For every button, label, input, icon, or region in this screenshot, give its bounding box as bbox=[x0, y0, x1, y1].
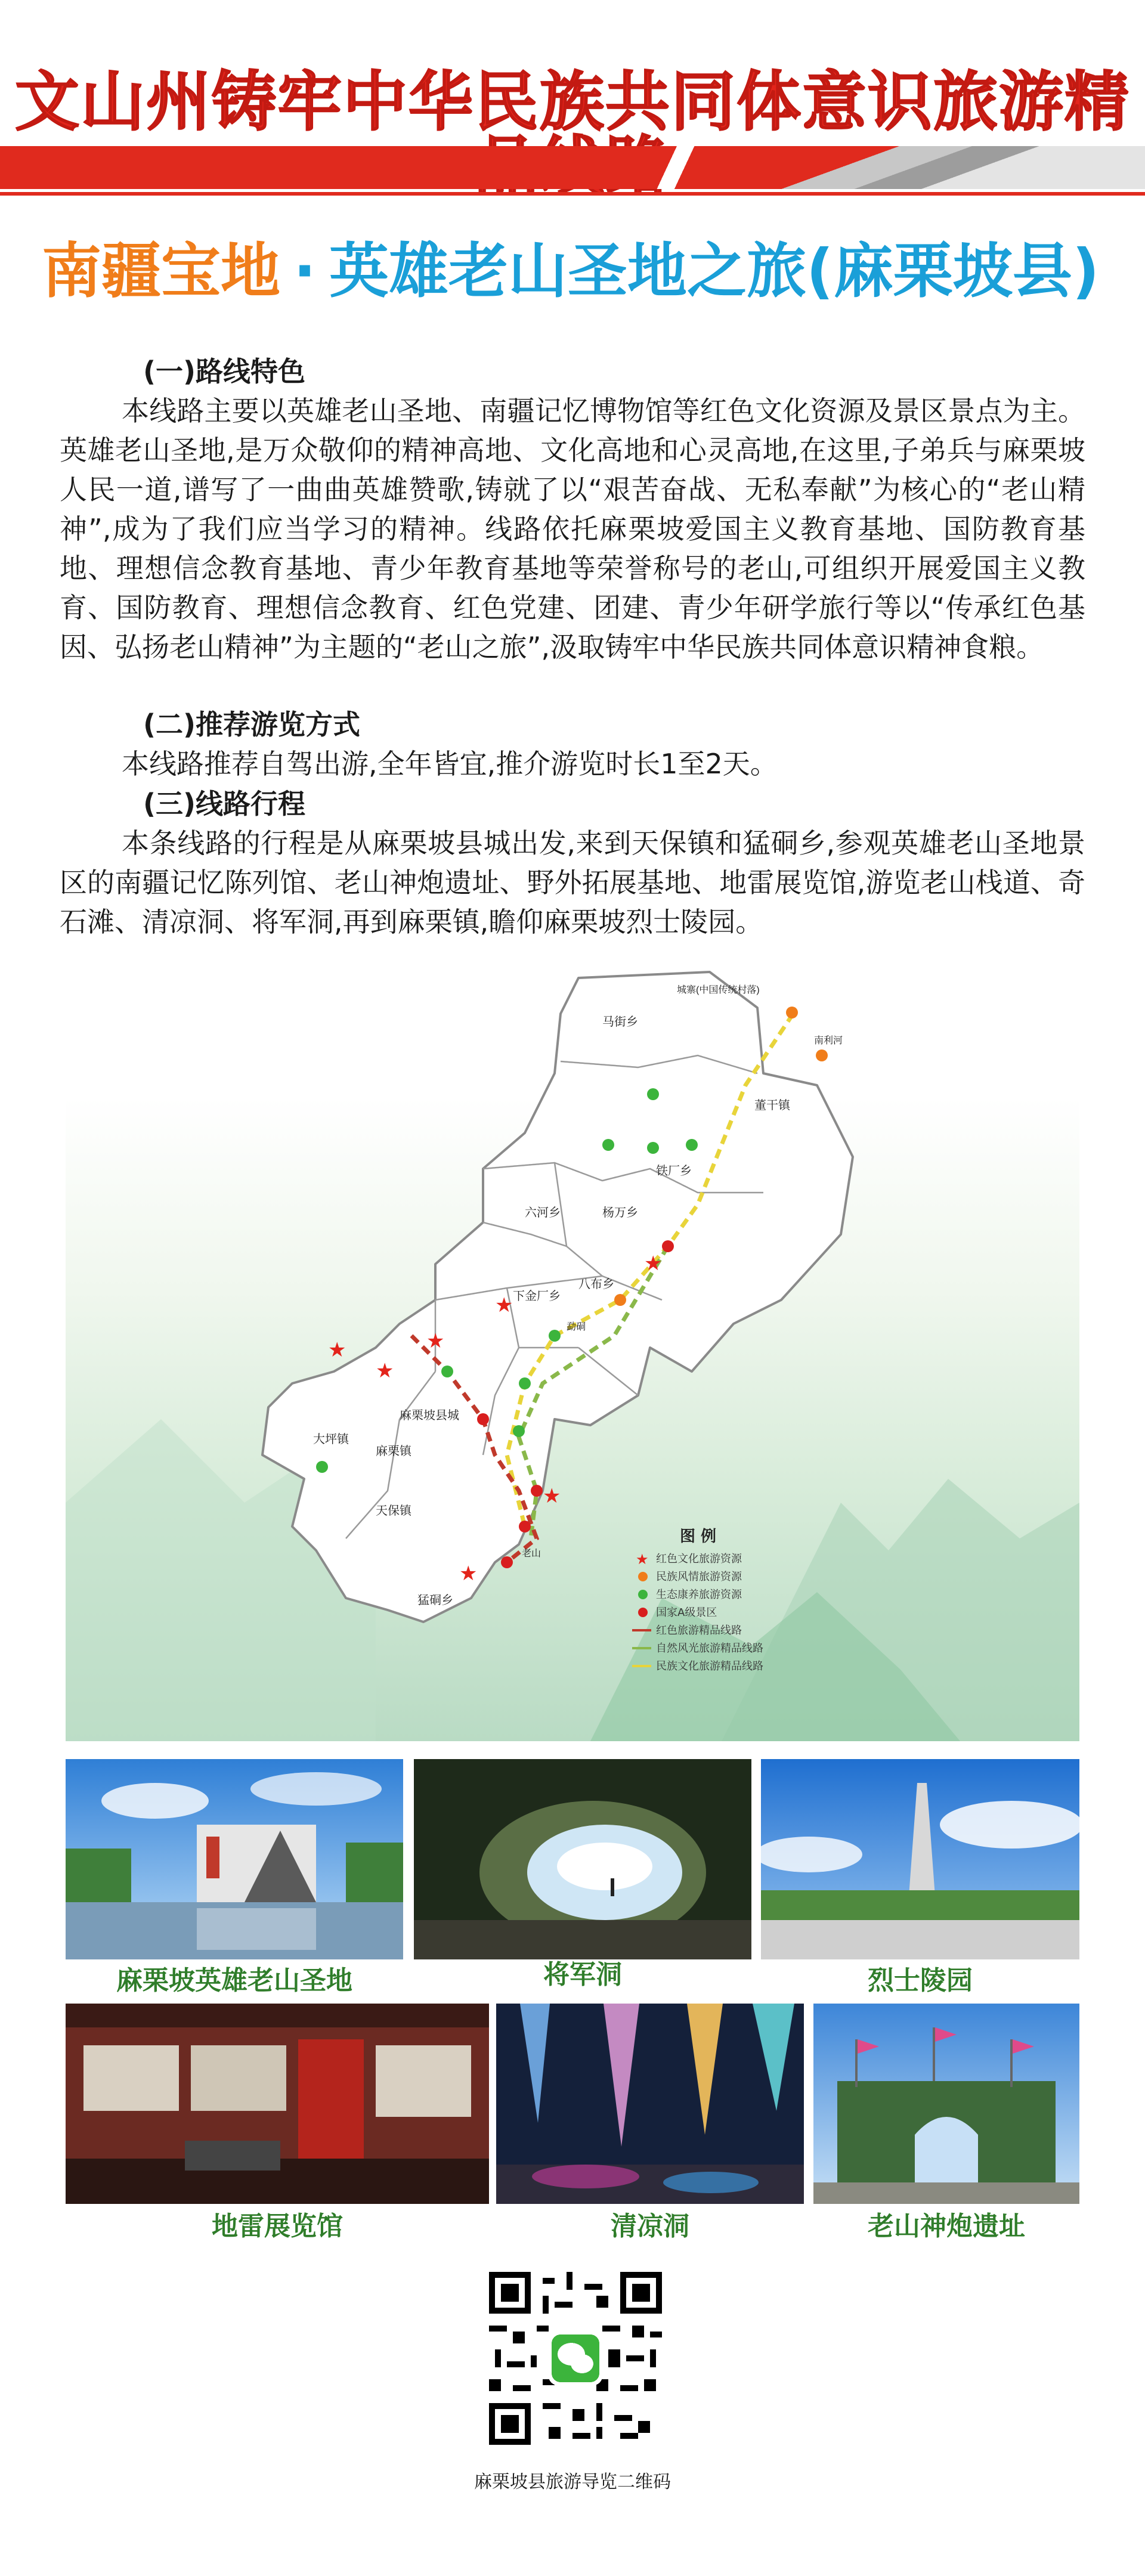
page-title: 文山州铸牢中华民族共同体意识旅游精 bbox=[14, 65, 1130, 140]
header-grey-stripe bbox=[704, 146, 1145, 189]
subtitle-region: 南疆宝地 bbox=[42, 236, 280, 306]
svg-text:★: ★ bbox=[459, 1562, 478, 1586]
section-body: 本线路推荐自驾出游,全年皆宜,推介游览时长1至2天。 bbox=[122, 748, 778, 780]
legend-label: 国家A级景区 bbox=[656, 1606, 717, 1619]
photo-caption: 清凉洞 bbox=[611, 2211, 689, 2241]
exhibition-hall-photo bbox=[66, 2004, 489, 2204]
qr-code[interactable] bbox=[489, 2272, 662, 2445]
svg-text:★: ★ bbox=[495, 1293, 513, 1317]
photo-caption: 烈士陵园 bbox=[868, 1965, 973, 1996]
photo-caption: 将军洞 bbox=[543, 1959, 622, 1990]
legend-label: 民族风情旅游资源 bbox=[656, 1571, 742, 1583]
section-body: 本条线路的行程是从麻栗坡县城出发,来到天保镇和猛硐乡,参观英雄老山圣地景区的南疆记忆陈列馆、老山神炮遗址、野外拓展基地、地雷展览馆,游览老山栈道、奇石滩、清凉洞、将军洞,再到麻栗镇,瞻仰麻栗坡烈士陵园。 bbox=[60, 827, 1085, 938]
route-subtitle bbox=[42, 236, 1115, 306]
header-thin-stripe bbox=[0, 192, 1145, 196]
section-tour-mode bbox=[60, 708, 1085, 784]
region-label: 八布乡 bbox=[578, 1278, 614, 1291]
svg-text:★: ★ bbox=[636, 1551, 649, 1568]
place-label: 老山 bbox=[522, 1549, 541, 1559]
legend-label: 红色文化旅游资源 bbox=[656, 1553, 742, 1565]
section-heading: (二)推荐游览方式 bbox=[143, 708, 361, 741]
legend-label: 红色旅游精品线路 bbox=[656, 1624, 742, 1637]
legend-title: 图 例 bbox=[680, 1528, 717, 1546]
section-body: 本线路主要以英雄老山圣地、南疆记忆博物馆等红色文化资源及景区景点为主。英雄老山圣地,是万众敬仰的精神高地、文化高地和心灵高地,在这里,子弟兵与麻栗坡人民一道,谱写了一曲曲英雄赞歌,铸就了以“艰苦奋战、无私奉献”为核心的“老山精神”,成为了我们应当学习的精神。线路依托麻栗坡爱国主义教育基地、国防教育基地、理想信念教育基地、青少年教育基地等荣誉称号的老山,可组织开展爱国主义教育、国防教育、理想信念教育、红色党建、团建、青少年研学旅行等以“传承红色基因、弘扬老山精神”为主题的“老山之旅”,汲取铸牢中华民族共同体意识精神食粮。 bbox=[60, 395, 1085, 663]
gate-photo bbox=[813, 2004, 1079, 2204]
region-label: 天保镇 bbox=[376, 1504, 411, 1518]
photo-caption: 地雷展览馆 bbox=[212, 2211, 343, 2241]
legend-label: 生态康养旅游资源 bbox=[656, 1589, 742, 1601]
subtitle-separator: · bbox=[293, 236, 316, 306]
svg-text:★: ★ bbox=[543, 1484, 561, 1508]
region-label: 马街乡 bbox=[602, 1015, 638, 1029]
legend-label: 民族文化旅游精品线路 bbox=[656, 1660, 763, 1673]
legend-label: 自然风光旅游精品线路 bbox=[656, 1642, 763, 1655]
section-heading: (一)路线特色 bbox=[143, 355, 306, 388]
photo-caption: 老山神炮遗址 bbox=[868, 2211, 1025, 2241]
place-label: 城寨(中国传统村落) bbox=[677, 985, 760, 995]
section-heading: (三)线路行程 bbox=[143, 788, 306, 820]
route-map bbox=[66, 966, 1079, 1741]
monument-photo bbox=[761, 1759, 1079, 1959]
place-label: 南利河 bbox=[814, 1036, 843, 1046]
place-label: 勐硐 bbox=[567, 1322, 586, 1332]
wechat-icon bbox=[549, 2332, 602, 2385]
section-features bbox=[60, 355, 1085, 667]
region-label: 下金厂乡 bbox=[513, 1290, 561, 1303]
svg-text:★: ★ bbox=[376, 1359, 394, 1383]
region-label: 麻栗坡县城 bbox=[400, 1409, 459, 1422]
region-label: 铁厂乡 bbox=[656, 1165, 692, 1178]
region-label: 六河乡 bbox=[525, 1206, 561, 1219]
svg-text:★: ★ bbox=[328, 1338, 346, 1362]
svg-text:★: ★ bbox=[426, 1329, 445, 1353]
region-label: 董干镇 bbox=[754, 1099, 790, 1112]
section-itinerary bbox=[60, 790, 1085, 942]
region-label: 杨万乡 bbox=[602, 1206, 638, 1219]
region-label: 大坪镇 bbox=[313, 1433, 349, 1446]
region-label: 麻栗镇 bbox=[376, 1445, 411, 1458]
karst-cave-photo bbox=[496, 2004, 804, 2204]
subtitle-route: 英雄老山圣地之旅(麻栗坡县) bbox=[329, 236, 1100, 306]
region-label: 猛硐乡 bbox=[417, 1594, 453, 1607]
cave-photo bbox=[414, 1759, 751, 1959]
photo-caption: 麻栗坡英雄老山圣地 bbox=[116, 1965, 352, 1996]
svg-text:★: ★ bbox=[644, 1252, 663, 1275]
qr-caption: 麻栗坡县旅游导览二维码 bbox=[474, 2472, 671, 2493]
memorial-hall-photo bbox=[66, 1759, 403, 1959]
